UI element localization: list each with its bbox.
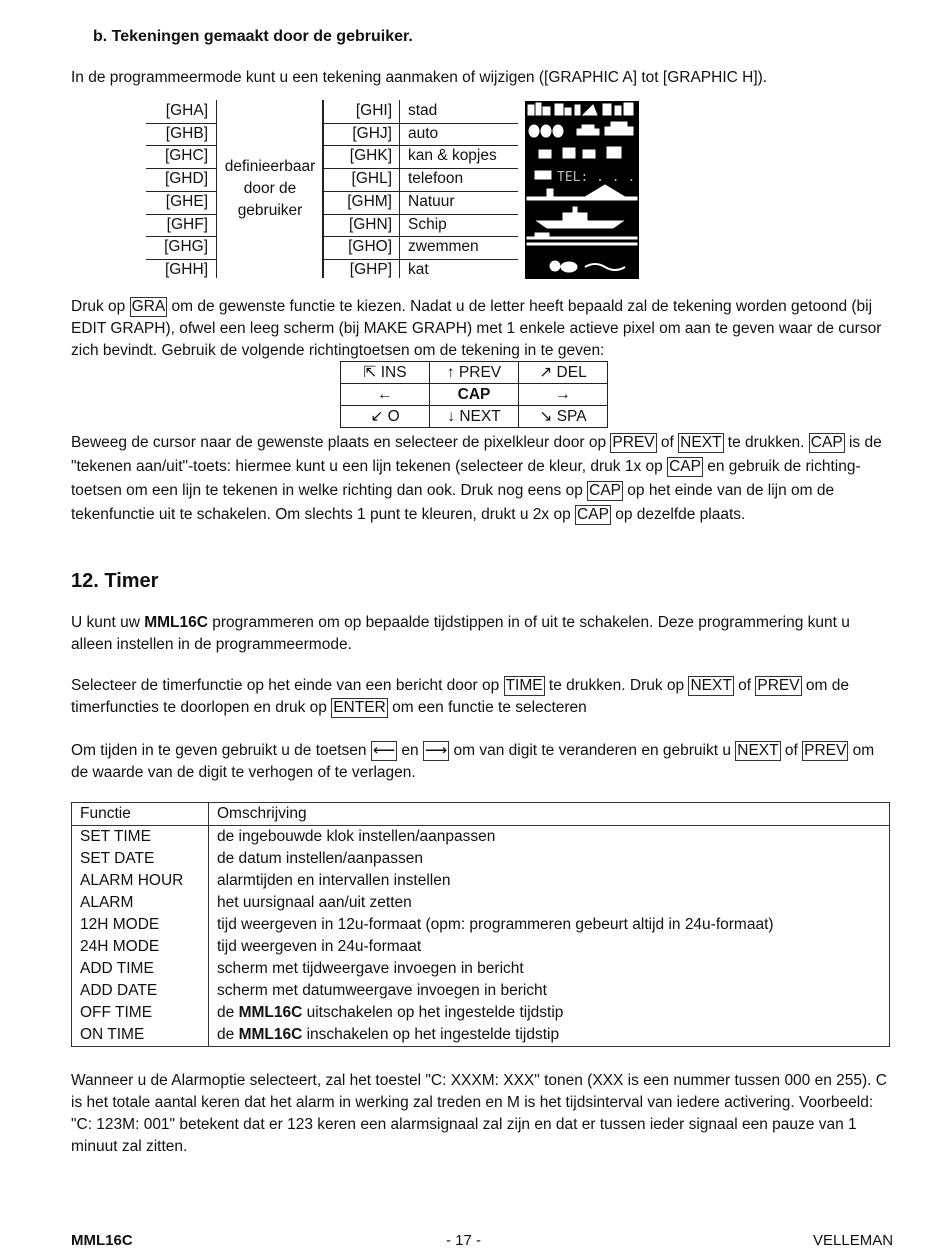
graphic-code-user: [GHB] <box>165 124 208 142</box>
description-text: de datum instellen/aanpassen <box>217 850 423 867</box>
graphic-name: telefoon <box>408 170 464 188</box>
graphic-code-preset: [GHJ] <box>352 124 392 142</box>
function-name: OFF TIME <box>72 1002 209 1024</box>
table-divider <box>216 100 217 278</box>
product-name: MML16C <box>238 1026 303 1043</box>
table-row <box>72 1002 890 1024</box>
graphic-code-preset: [GHK] <box>349 147 392 165</box>
graphic-code-preset: [GHI] <box>355 102 392 119</box>
paragraph-timer-2 <box>71 675 891 719</box>
user-defined-line-2: door de <box>243 180 297 197</box>
footer-brand: VELLEMAN <box>813 1232 894 1249</box>
text: om de timerfuncties te doorlopen en druk op <box>71 677 849 716</box>
key-prev: PREV <box>757 677 800 694</box>
graphic-code-user: [GHF] <box>166 215 208 233</box>
key-right: → <box>519 384 608 406</box>
text: op het einde van de lijn om de tekenfunctie uit te schakelen. Om slechts 1 punt te kleuren, drukt u 2x op <box>71 482 835 523</box>
graphic-code-user: [GHD] <box>164 170 208 188</box>
key-time: TIME <box>505 677 543 694</box>
description-text: scherm met tijdweergave invoegen in bericht <box>217 960 524 977</box>
key-next: NEXT <box>690 677 732 694</box>
graphic-code-preset: [GHO] <box>348 238 392 256</box>
user-defined-line-3: gebruiker <box>237 202 303 219</box>
table-row <box>72 848 890 870</box>
text: om de gewenste functie te kiezen. Nadat u de letter heeft bepaald zal de tekening worden getoond (bij EDIT GRAPH), ofwel een leeg scherm (bij MAKE GRAPH) met 1 enkele actieve pixel om aan te geven waar de cursor zich bevindt. Gebruik de volgende richtingtoetsen om de tekening in te geven: <box>71 298 882 359</box>
text: om de waarde van de digit te verhogen of te verlagen. <box>71 742 875 781</box>
graphic-name: kat <box>408 260 429 278</box>
key-cap: CAP <box>589 482 621 499</box>
key-right-arrow: ⟶ <box>424 742 448 759</box>
graphic-code-preset: [GHN] <box>348 215 392 233</box>
description-text: de <box>217 1026 239 1043</box>
table-row <box>72 936 890 958</box>
text: Druk op <box>71 298 130 315</box>
description-text: scherm met datumweergave invoegen in bericht <box>217 982 547 999</box>
function-name: ALARM <box>72 892 209 914</box>
footer-product: MML16C <box>71 1232 133 1249</box>
function-name: ADD TIME <box>72 958 209 980</box>
function-name: ON TIME <box>72 1024 209 1047</box>
key-next: ↓ NEXT <box>430 406 519 428</box>
graphic-code-preset: [GHL] <box>351 170 392 188</box>
svg-text:TEL: . . .: TEL: . . . <box>557 170 636 185</box>
text: te drukken. <box>723 434 809 451</box>
key-prev: PREV <box>612 434 655 451</box>
paragraph-alarm: Wanneer u de Alarmoptie selecteert, zal het toestel "C: XXXM: XXX" tonen (XXX is een nummer tussen 000 en 255). C is het totale aantal keren dat het alarm in werking zal treden en M is het tijdsinterval van iedere activering. Voorbeeld: "C: 123M: 001" betekent dat er 123 keren een alarmsignaal zal zijn en dat er tussen ieder signaal een pauze van 1 minuut zal zitten. <box>71 1072 887 1155</box>
key-cap: CAP <box>669 458 701 475</box>
function-name: 24H MODE <box>72 936 209 958</box>
product-name: MML16C <box>238 1004 303 1021</box>
graphic-code-user: [GHA] <box>165 102 208 119</box>
description-text: de <box>217 1004 239 1021</box>
key-cap: CAP <box>430 384 519 406</box>
table-divider <box>399 100 400 278</box>
user-defined-label <box>218 156 322 222</box>
text: Beweeg de cursor naar de gewenste plaats en selecteer de pixelkleur door op <box>71 434 611 451</box>
graphic-name: stad <box>408 102 438 119</box>
key-gra: GRA <box>131 298 166 315</box>
text: of <box>780 742 803 759</box>
graphic-code-user: [GHH] <box>164 260 208 278</box>
description-text: tijd weergeven in 12u-formaat (opm: programmeren gebeurt altijd in 24u-formaat) <box>217 916 774 933</box>
key-ins: ⇱ INS <box>341 362 430 384</box>
function-name: ALARM HOUR <box>72 870 209 892</box>
table-row <box>72 914 890 936</box>
text: is de "tekenen aan/uit"-toets: hiermee kunt u een lijn tekenen (selecteer de kleur, druk 1x op <box>71 434 882 475</box>
key-prev: PREV <box>804 742 847 759</box>
text: of <box>656 434 679 451</box>
column-header-function: Functie <box>72 803 209 826</box>
table-row <box>72 870 890 892</box>
function-description <box>209 958 890 980</box>
intro-paragraph: In de programmeermode kunt u een tekening aanmaken of wijzigen ([GRAPHIC A] tot [GRAPHIC H]). <box>71 69 768 86</box>
graphic-code-user: [GHC] <box>164 147 208 165</box>
paragraph-timer-3 <box>71 740 891 784</box>
text: en gebruik de richting-toetsen om een lijn te tekenen in welke richting dan ook. Druk nog eens op <box>71 458 861 499</box>
paragraph-timer-1 <box>71 612 891 656</box>
graphics-pictograms <box>525 101 639 279</box>
graphics-preview-image <box>525 101 639 279</box>
direction-keys-table <box>340 361 608 428</box>
key-next: NEXT <box>680 434 722 451</box>
user-defined-line-1: definieerbaar <box>224 158 316 175</box>
table-row <box>72 826 890 849</box>
graphic-name: Schip <box>408 215 447 233</box>
function-name: SET DATE <box>72 848 209 870</box>
text: U kunt uw <box>71 614 145 631</box>
text: op dezelfde plaats. <box>610 506 746 523</box>
key-next: NEXT <box>737 742 779 759</box>
graphic-name: Natuur <box>408 192 455 210</box>
key-prev: ↑ PREV <box>430 362 519 384</box>
text: en <box>397 742 423 759</box>
key-o: ↙ O <box>341 406 430 428</box>
graphic-name: kan & kopjes <box>408 147 497 165</box>
function-description <box>209 848 890 870</box>
description-text: alarmtijden en intervallen instellen <box>217 872 451 889</box>
function-description <box>209 826 890 849</box>
key-del: ↗ DEL <box>519 362 608 384</box>
description-text: uitschakelen op het ingestelde tijdstip <box>302 1004 564 1021</box>
text: Selecteer de timerfunctie op het einde van een bericht door op <box>71 677 504 694</box>
table-row <box>72 980 890 1002</box>
section-12-title: 12. Timer <box>71 570 159 592</box>
text: of <box>733 677 756 694</box>
description-text: de ingebouwde klok instellen/aanpassen <box>217 828 496 845</box>
graphic-name: zwemmen <box>408 238 479 256</box>
key-cap: CAP <box>810 434 843 451</box>
graphic-code-preset: [GHP] <box>349 260 392 278</box>
function-name: ADD DATE <box>72 980 209 1002</box>
key-cap: CAP <box>577 506 609 523</box>
graphic-code-preset: [GHM] <box>347 192 392 210</box>
text: programmeren om op bepaalde tijdstippen in of uit te schakelen. Deze programmering kunt u alleen instellen in de programmeermode. <box>71 614 850 653</box>
key-spa: ↘ SPA <box>519 406 608 428</box>
function-description <box>209 936 890 958</box>
paragraph-gra <box>71 296 891 362</box>
function-description <box>209 870 890 892</box>
text: te drukken. Druk op <box>544 677 689 694</box>
key-left-arrow: ⟵ <box>372 742 396 759</box>
function-description <box>209 1024 890 1047</box>
function-description <box>209 1002 890 1024</box>
graphic-name: auto <box>408 124 439 142</box>
table-row <box>72 1024 890 1047</box>
function-name: 12H MODE <box>72 914 209 936</box>
product-name: MML16C <box>144 614 208 631</box>
description-text: het uursignaal aan/uit zetten <box>217 894 412 911</box>
description-text: inschakelen op het ingestelde tijdstip <box>302 1026 560 1043</box>
key-left: ← <box>341 384 430 406</box>
text: om van digit te veranderen en gebruikt u <box>449 742 736 759</box>
footer-page-number: - 17 - <box>446 1232 482 1249</box>
graphic-code-user: [GHE] <box>165 192 208 210</box>
section-b-title: b. Tekeningen gemaakt door de gebruiker. <box>93 28 413 45</box>
table-row <box>72 958 890 980</box>
paragraph-cursor <box>71 431 891 527</box>
function-description <box>209 892 890 914</box>
text: Om tijden in te geven gebruikt u de toetsen <box>71 742 371 759</box>
function-description <box>209 980 890 1002</box>
column-header-description: Omschrijving <box>209 803 890 826</box>
function-name: SET TIME <box>72 826 209 849</box>
graphic-code-user: [GHG] <box>164 238 208 256</box>
text: om een functie te selecteren <box>387 699 587 716</box>
description-text: tijd weergeven in 24u-formaat <box>217 938 422 955</box>
table-row <box>72 892 890 914</box>
function-description <box>209 914 890 936</box>
timer-function-table <box>71 802 890 1047</box>
key-enter: ENTER <box>333 699 386 716</box>
